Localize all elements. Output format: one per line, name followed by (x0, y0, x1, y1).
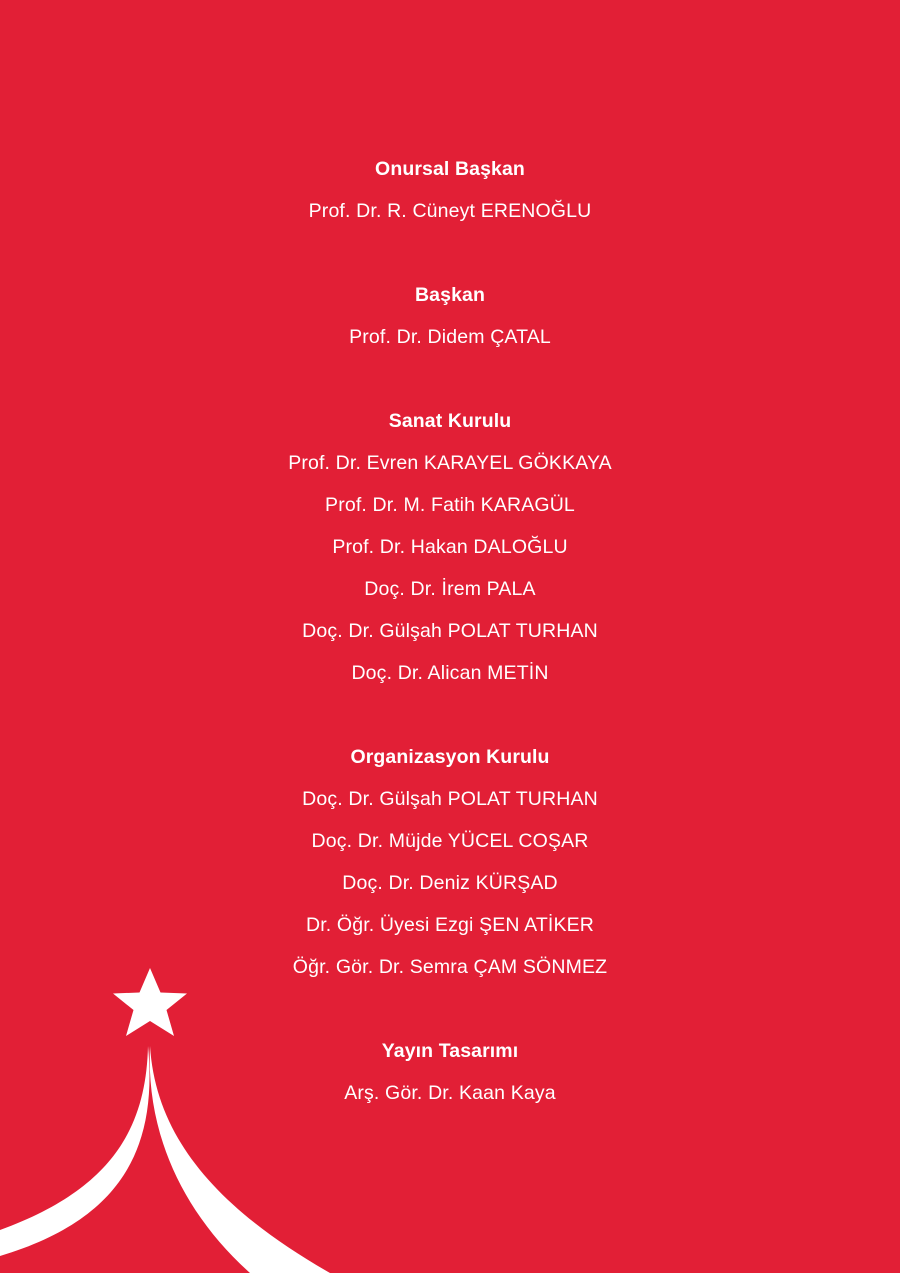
person-name: Doç. Dr. Gülşah POLAT TURHAN (302, 788, 598, 810)
person-name: Doç. Dr. İrem PALA (364, 578, 536, 600)
section-organization-committee (0, 736, 900, 988)
right-ribbon-curve (150, 1046, 330, 1273)
person-name: Doç. Dr. Deniz KÜRŞAD (342, 872, 558, 894)
section-title: Başkan (415, 284, 485, 306)
section-president (0, 274, 900, 358)
person-name: Dr. Öğr. Üyesi Ezgi ŞEN ATİKER (305, 914, 595, 936)
section-title: Onursal Başkan (375, 158, 525, 180)
star-and-curves-decoration (0, 960, 340, 1273)
person-name: Prof. Dr. R. Cüneyt ERENOĞLU (308, 200, 592, 222)
person-name: Doç. Dr. Gülşah POLAT TURHAN (302, 620, 598, 642)
person-name: Doç. Dr. Alican METİN (351, 662, 549, 684)
person-name: Doç. Dr. Müjde YÜCEL COŞAR (311, 830, 589, 852)
section-title: Sanat Kurulu (388, 410, 512, 432)
section-art-committee (0, 400, 900, 694)
section-title: Organizasyon Kurulu (350, 746, 550, 768)
section-title: Yayın Tasarımı (381, 1040, 519, 1062)
person-name: Prof. Dr. Hakan DALOĞLU (332, 536, 568, 558)
left-ribbon-curve (0, 1046, 150, 1256)
section-honorary-president (0, 148, 900, 232)
person-name: Prof. Dr. Didem ÇATAL (349, 326, 551, 348)
star-icon (113, 968, 187, 1036)
person-name: Arş. Gör. Dr. Kaan Kaya (344, 1082, 556, 1104)
person-name: Öğr. Gör. Dr. Semra ÇAM SÖNMEZ (292, 956, 608, 978)
person-name: Prof. Dr. Evren KARAYEL GÖKKAYA (288, 452, 612, 474)
person-name: Prof. Dr. M. Fatih KARAGÜL (325, 494, 575, 516)
